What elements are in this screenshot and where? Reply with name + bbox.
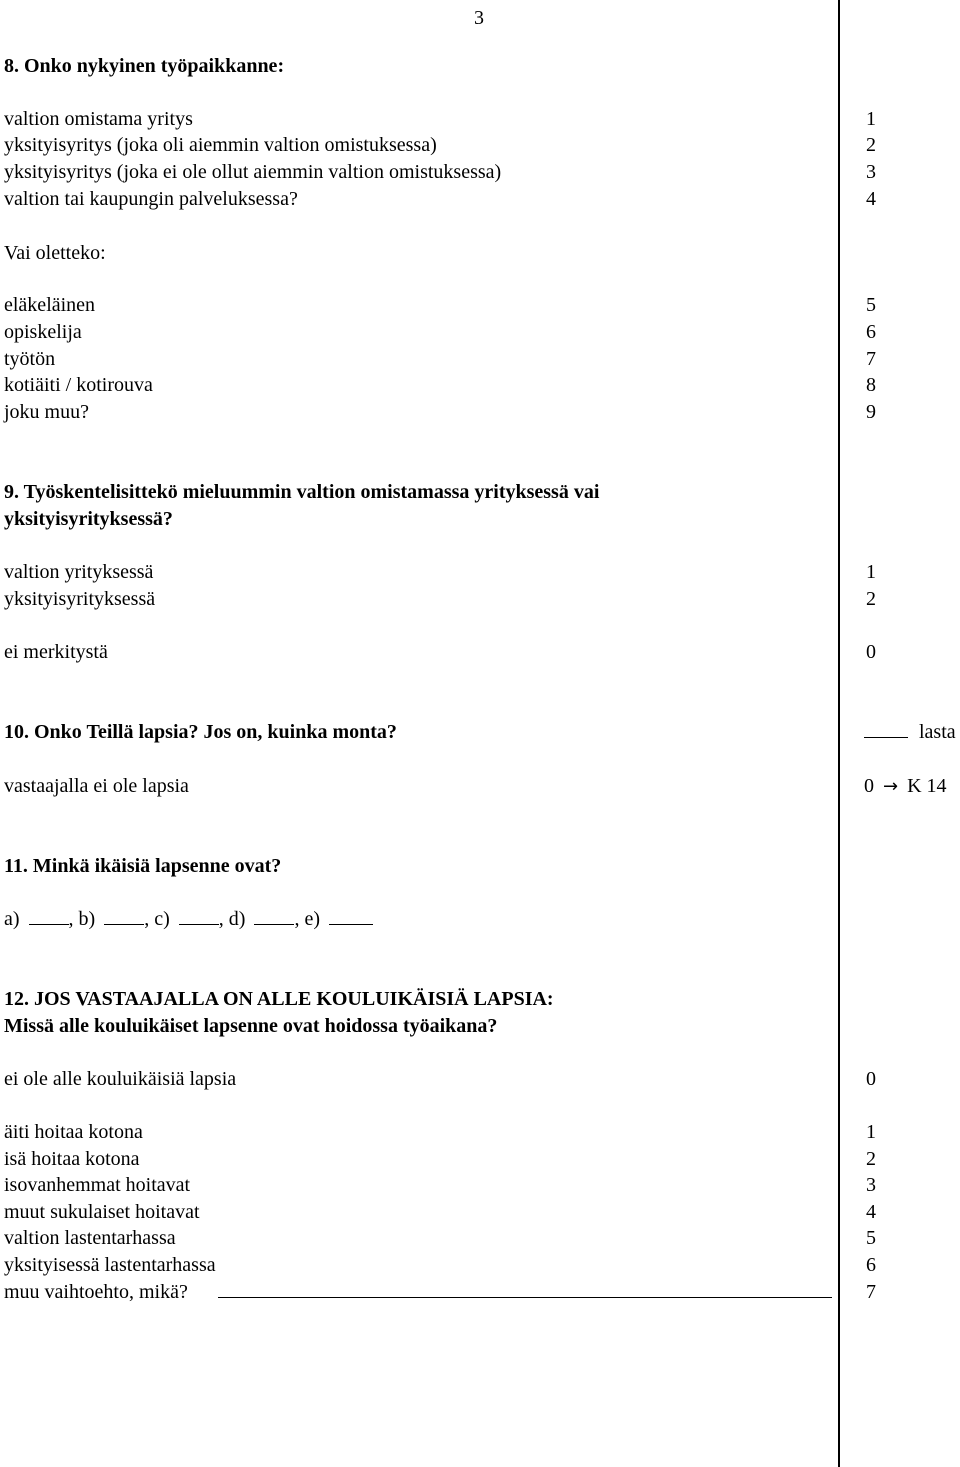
q12-option-label: yksityisessä lastentarhassa	[4, 1254, 216, 1276]
q10-no-children-code[interactable]: 0	[864, 775, 874, 797]
q12-option-code[interactable]: 0	[866, 1068, 876, 1090]
q12-other-field-wrap	[218, 1282, 832, 1302]
q10-unit: lasta	[919, 721, 956, 743]
q9-option-code[interactable]: 0	[866, 641, 876, 663]
q12-option-label: muu vaihtoehto, mikä?	[4, 1281, 188, 1303]
q8-option-label: yksityisyritys (joka ei ole ollut aiemmin valtion omistuksessa)	[4, 161, 502, 183]
page-number: 3	[474, 7, 484, 29]
q8-option-label: valtion omistama yritys	[4, 108, 193, 130]
q8-option-code[interactable]: 2	[866, 134, 876, 156]
other-option-field[interactable]	[218, 1297, 832, 1298]
q8-option-label: työtön	[4, 348, 56, 370]
q12-option-label: ei ole alle kouluikäisiä lapsia	[4, 1068, 237, 1090]
q12-option-code[interactable]: 3	[866, 1174, 876, 1196]
q8-option-code[interactable]: 9	[866, 401, 876, 423]
q8-option-label: kotiäiti / kotirouva	[4, 374, 153, 396]
q12-option-code[interactable]: 7	[866, 1281, 876, 1303]
q9-option-label: ei merkitystä	[4, 641, 108, 663]
age-field-label: , e)	[294, 908, 320, 930]
age-field-c[interactable]	[179, 924, 219, 925]
q8-option-code[interactable]: 6	[866, 321, 876, 343]
q12-option-label: isovanhemmat hoitavat	[4, 1174, 191, 1196]
q9-title-line1: 9. Työskentelisittekö mieluummin valtion omistamassa yrityksessä vai	[4, 481, 600, 503]
age-field-label: a)	[4, 908, 20, 930]
age-field-label: , d)	[218, 908, 246, 930]
q8-option-code[interactable]: 7	[866, 348, 876, 370]
q10-title: 10. Onko Teillä lapsia? Jos on, kuinka monta?	[4, 721, 397, 743]
q12-title-line1: 12. JOS VASTAAJALLA ON ALLE KOULUIKÄISIÄ LAPSIA:	[4, 988, 554, 1010]
age-field-d[interactable]	[254, 924, 294, 925]
q8-option-label: yksityisyritys (joka oli aiemmin valtion omistuksessa)	[4, 134, 437, 156]
q10-answer	[864, 722, 956, 742]
column-divider	[838, 0, 840, 1467]
q8-subheading: Vai oletteko:	[4, 242, 106, 264]
q12-option-code[interactable]: 6	[866, 1254, 876, 1276]
q9-option-label: yksityisyrityksessä	[4, 588, 156, 610]
q11-age-fields	[4, 909, 373, 929]
q12-option-label: äiti hoitaa kotona	[4, 1121, 143, 1143]
q8-option-code[interactable]: 4	[866, 188, 876, 210]
children-count-field[interactable]	[864, 737, 908, 738]
q8-option-code[interactable]: 1	[866, 108, 876, 130]
q12-option-label: muut sukulaiset hoitavat	[4, 1201, 200, 1223]
q12-option-label: valtion lastentarhassa	[4, 1227, 176, 1249]
q8-option-code[interactable]: 8	[866, 374, 876, 396]
q10-no-children-label: vastaajalla ei ole lapsia	[4, 775, 189, 797]
q8-option-code[interactable]: 3	[866, 161, 876, 183]
q12-option-code[interactable]: 4	[866, 1201, 876, 1223]
q9-title-line2: yksityisyrityksessä?	[4, 508, 173, 530]
q8-option-label: valtion tai kaupungin palveluksessa?	[4, 188, 298, 210]
q10-skip-instruction	[864, 776, 947, 796]
q12-option-label: isä hoitaa kotona	[4, 1148, 140, 1170]
q12-option-code[interactable]: 2	[866, 1148, 876, 1170]
q10-skip-target: K 14	[907, 775, 947, 797]
q8-option-code[interactable]: 5	[866, 294, 876, 316]
q12-option-code[interactable]: 5	[866, 1227, 876, 1249]
q9-option-code[interactable]: 2	[866, 588, 876, 610]
q11-title: 11. Minkä ikäisiä lapsenne ovat?	[4, 855, 282, 877]
age-field-e[interactable]	[329, 924, 373, 925]
age-field-b[interactable]	[104, 924, 144, 925]
q8-option-label: joku muu?	[4, 401, 89, 423]
q8-option-label: opiskelija	[4, 321, 82, 343]
q8-option-label: eläkeläinen	[4, 294, 96, 316]
age-field-label: , c)	[144, 908, 170, 930]
age-field-label: , b)	[68, 908, 96, 930]
q12-option-code[interactable]: 1	[866, 1121, 876, 1143]
q12-title-line2: Missä alle kouluikäiset lapsenne ovat hoidossa työaikana?	[4, 1015, 498, 1037]
q9-option-label: valtion yrityksessä	[4, 561, 154, 583]
age-field-a[interactable]	[29, 924, 69, 925]
q8-title: 8. Onko nykyinen työpaikkanne:	[4, 55, 285, 77]
arrow-right-icon: →	[883, 776, 899, 797]
q9-option-code[interactable]: 1	[866, 561, 876, 583]
